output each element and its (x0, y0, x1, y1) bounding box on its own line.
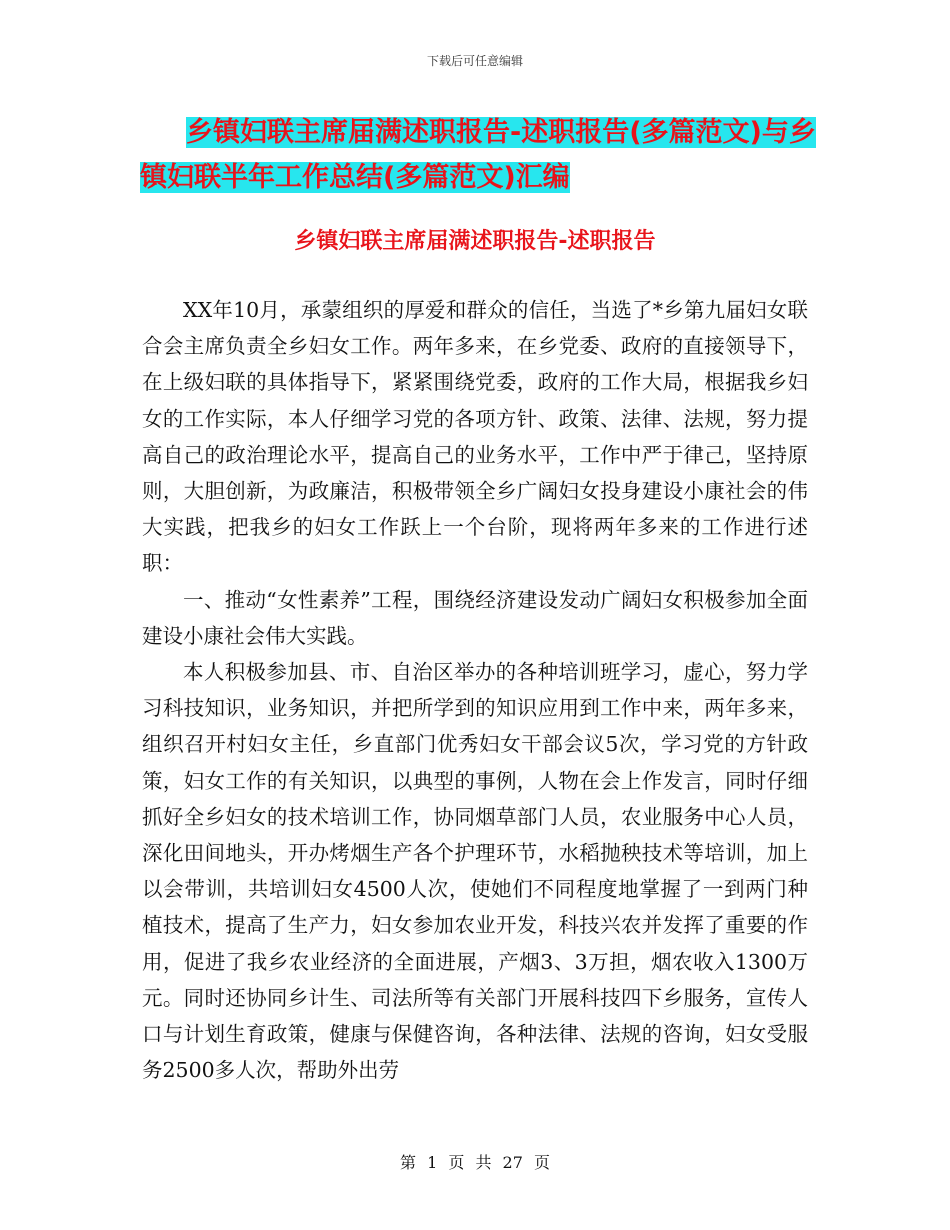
page-footer: 第 1 页 共 27 页 (400, 1153, 550, 1172)
paragraph-heading-1: 一、推动“女性素养”工程，围绕经济建设发动广阔妇女积极参加全面建设小康社会伟大实践。 (142, 587, 808, 648)
paragraph-training: 本人积极参加县、市、自治区举办的各种培训班学习，虚心，努力学习科技知识，业务知识，并把所学到的知识应用到工作中来，两年多来，组织召开村妇女主任，乡直部门优秀妇女干部会议5次，学习党的方针政策，妇女工作的有关知识，以典型的事例，人物在会上作发言，同时仔细抓好全乡妇女的技术培训工作，协同烟草部门人员，农业服务中心人员，深化田间地头，开办烤烟生产各个护理环节，水稻抛秧技术等培训，加上以会带训，共培训妇女4500人次，使她们不同程度地掌握了一到两门种植技术，提高了生产力，妇女参加农业开发，科技兴农并发挥了重要的作用，促进了我乡农业经济的全面进展，产烟3、3万担，烟农收入1300万元。同时还协同乡计生、司法所等有关部门开展科技四下乡服务，宣传人口与计划生育政策，健康与保健咨询，各种法律、法规的咨询，妇女受服务2500多人次，帮助外出劳 (142, 660, 808, 1083)
title-line-2-text: 镇妇联半年工作总结(多篇范文)汇编 (140, 162, 570, 193)
paragraph-intro: XX年10月，承蒙组织的厚爱和群众的信任，当选了*乡第九届妇女联合会主席负责全乡妇女工作。两年多来，在乡党委、政府的直接领导下，在上级妇联的具体指导下，紧紧围绕党委，政府的工作大局，根据我乡妇女的工作实际，本人仔细学习党的各项方针、政策、法律、法规，努力提高自己的政治理论水平，提高自己的业务水平，工作中严于律己，坚持原则，大胆创新，为政廉洁，积极带领全乡广阔妇女投身建设小康社会的伟大实践，把我乡的妇女工作跃上一个台阶，现将两年多来的工作进行述职： (142, 298, 808, 576)
document-title (140, 110, 820, 200)
title-line-2 (140, 155, 820, 200)
title-line-1-text: 乡镇妇联主席届满述职报告-述职报告(多篇范文)与乡 (186, 117, 816, 148)
section-title: 乡镇妇联主席届满述职报告-述职报告 (294, 229, 656, 254)
title-line-1 (140, 110, 820, 155)
header-note: 下载后可任意编辑 (426, 54, 523, 68)
body-text (142, 292, 808, 1088)
